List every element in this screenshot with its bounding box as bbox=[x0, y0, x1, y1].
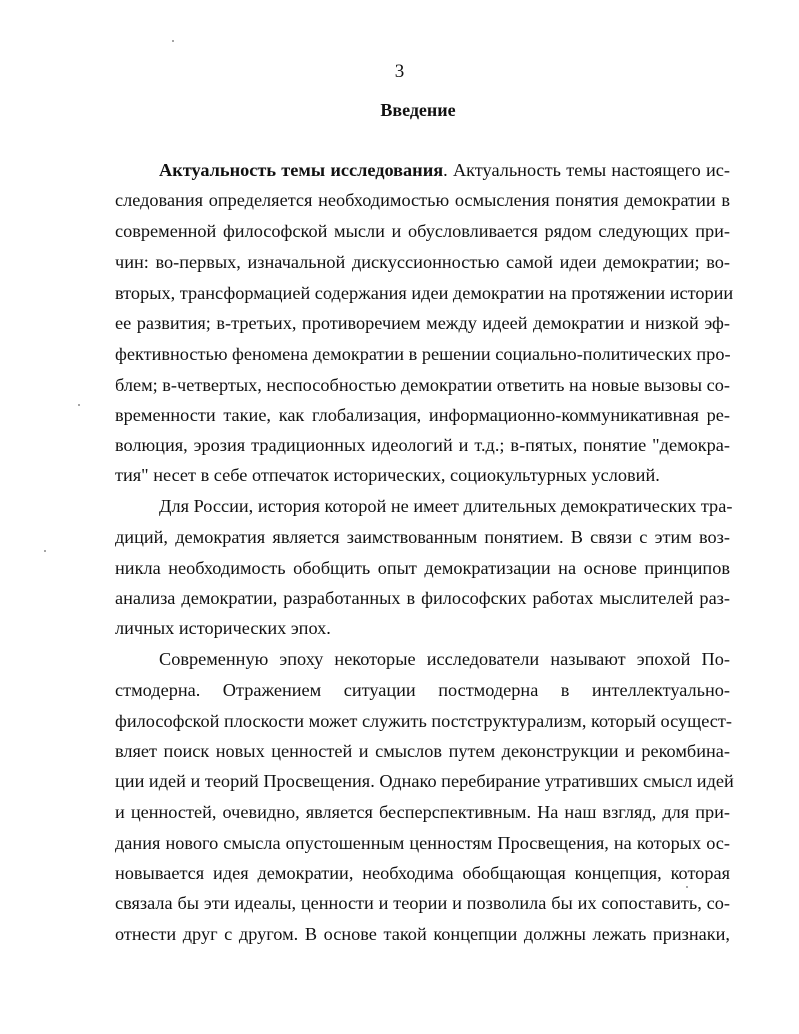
scan-speck bbox=[172, 40, 174, 42]
text-line: чин: во-первых, изначальной дискуссионностью самой идеи демократии; во- bbox=[115, 252, 730, 272]
text-line: дания нового смысла опустошенным ценностям Просвещения, на которых ос- bbox=[115, 833, 730, 853]
text-line: ции идей и теорий Просвещения. Однако перебирание утративших смысл идей bbox=[115, 771, 734, 791]
text-line: личных исторических эпох. bbox=[115, 618, 331, 638]
text-line: связала бы эти идеалы, ценности и теории и позволила бы их сопоставить, со- bbox=[115, 893, 730, 913]
text-line: волюция, эрозия традиционных идеологий и т.д.; в-пятых, понятие "демокра- bbox=[115, 435, 730, 455]
text-line: Актуальность темы исследования. Актуальность темы настоящего ис- bbox=[159, 160, 730, 180]
lead-term: Актуальность темы исследования bbox=[159, 160, 444, 180]
text-line: анализа демократии, разработанных в философских работах мыслителей раз- bbox=[115, 588, 730, 608]
text-line: вляет поиск новых ценностей и смыслов путем деконструкции и рекомбина- bbox=[115, 741, 730, 761]
scan-speck bbox=[44, 550, 46, 552]
text-line: блем; в-четвертых, неспособностью демократии ответить на новые вызовы со- bbox=[115, 375, 730, 395]
text-line: отнести друг с другом. В основе такой концепции должны лежать признаки, bbox=[115, 924, 730, 944]
page-number: 3 bbox=[394, 61, 405, 82]
text-line: следования определяется необходимостью осмысления понятия демократии в bbox=[115, 190, 730, 210]
text-line: фективностью феномена демократии в решении социально-политических про- bbox=[115, 344, 731, 364]
text-line: ее развития; в-третьих, противоречием между идеей демократии и низкой эф- bbox=[115, 313, 730, 333]
text-line: никла необходимость обобщить опыт демократизации на основе принципов bbox=[115, 558, 730, 578]
scan-speck bbox=[78, 404, 80, 406]
text-line: тия" несет в себе отпечаток исторических, социокультурных условий. bbox=[115, 465, 660, 485]
text-line: вторых, трансформацией содержания идеи демократии на протяжении истории bbox=[115, 283, 734, 303]
text-line: философской плоскости может служить постструктурализм, который осущест- bbox=[115, 711, 732, 731]
text-line: стмодерна. Отражением ситуации постмодерна в интеллектуально- bbox=[115, 680, 730, 700]
text-line: временности такие, как глобализация, информационно-коммуникативная ре- bbox=[115, 405, 730, 425]
text-line: и ценностей, очевидно, является бесперспективным. На наш взгляд, для при- bbox=[115, 802, 730, 822]
text-line: Современную эпоху некоторые исследователи называют эпохой По- bbox=[159, 649, 730, 669]
text-line: современной философской мысли и обусловливается рядом следующих при- bbox=[115, 221, 730, 241]
text-line: новывается идея демократии, необходима обобщающая концепция, которая bbox=[115, 863, 730, 883]
scan-speck bbox=[686, 886, 688, 888]
section-heading: Введение bbox=[380, 100, 456, 120]
text-line: Для России, история которой не имеет длительных демократических тра- bbox=[159, 496, 733, 516]
text-line: диций, демократия является заимствованным понятием. В связи с этим воз- bbox=[115, 527, 730, 547]
